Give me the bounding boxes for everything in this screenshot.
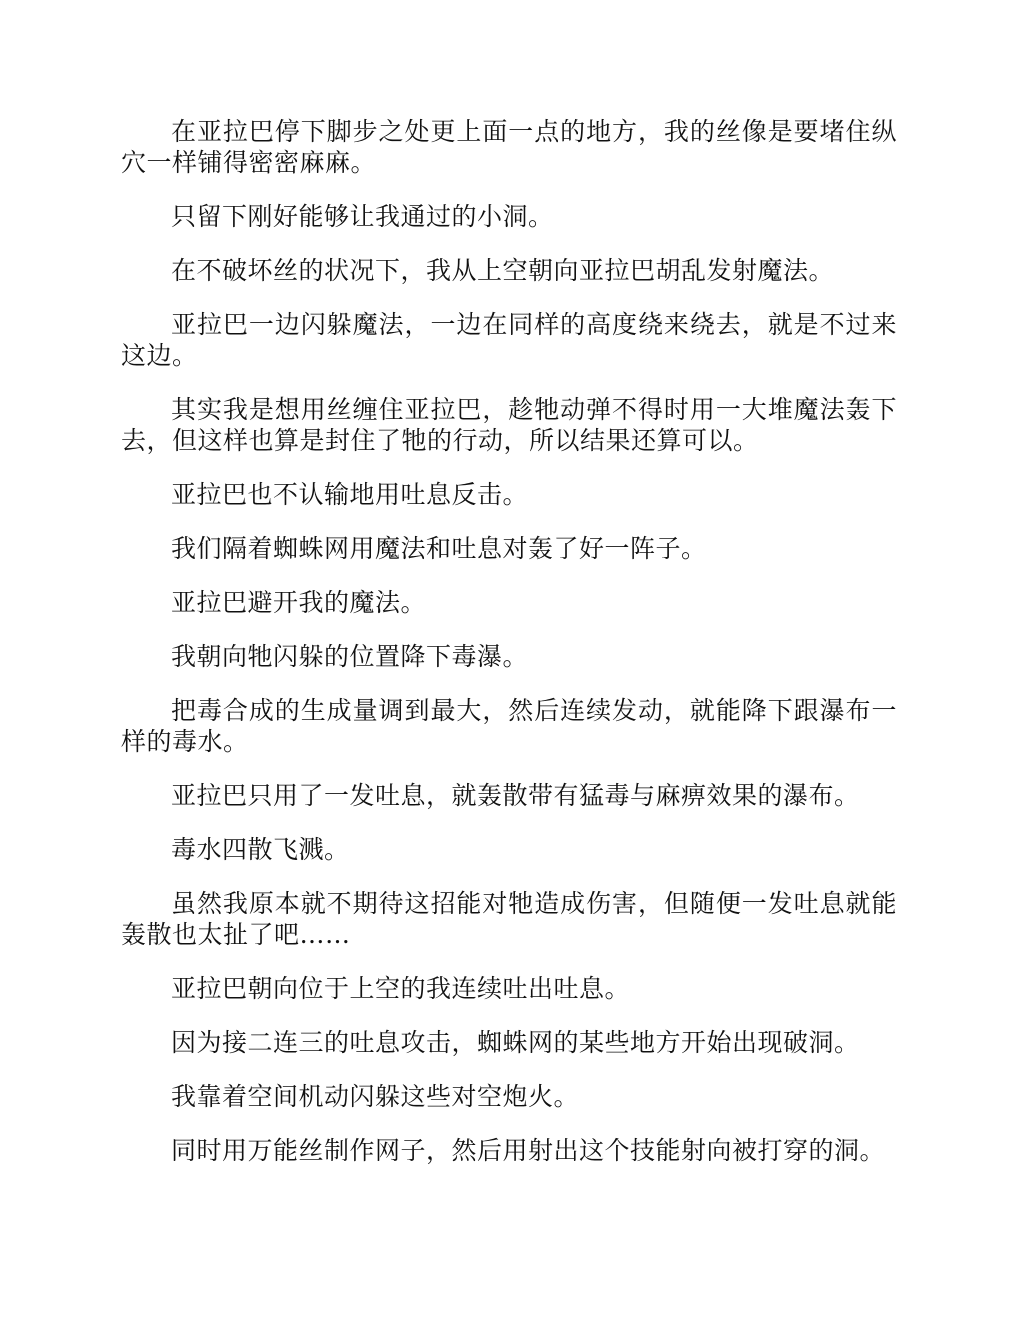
paragraph: 只留下刚好能够让我通过的小洞。 — [171, 202, 554, 231]
paragraph: 同时用万能丝制作网子，然后用射出这个技能射向被打穿的洞。 — [171, 1136, 886, 1165]
paragraph: 亚拉巴只用了一发吐息，就轰散带有猛毒与麻痹效果的瀑布。 — [171, 781, 860, 810]
paragraph: 在亚拉巴停下脚步之处更上面一点的地方，我的丝像是要堵住纵穴一样铺得密密麻麻。 — [121, 117, 897, 177]
paragraph: 把毒合成的生成量调到最大，然后连续发动，就能降下跟瀑布一样的毒水。 — [121, 696, 897, 756]
paragraph: 亚拉巴避开我的魔法。 — [171, 588, 427, 617]
paragraph: 亚拉巴一边闪躲魔法，一边在同样的高度绕来绕去，就是不过来这边。 — [121, 310, 897, 370]
paragraph: 虽然我原本就不期待这招能对牠造成伤害，但随便一发吐息就能轰散也太扯了吧…… — [121, 889, 897, 949]
paragraph: 我们隔着蜘蛛网用魔法和吐息对轰了好一阵子。 — [171, 534, 707, 563]
paragraph: 我朝向牠闪躲的位置降下毒瀑。 — [171, 642, 529, 671]
paragraph: 亚拉巴朝向位于上空的我连续吐出吐息。 — [171, 974, 631, 1003]
paragraph: 毒水四散飞溅。 — [171, 835, 350, 864]
paragraph: 其实我是想用丝缠住亚拉巴，趁牠动弹不得时用一大堆魔法轰下去，但这样也算是封住了牠的行动，所以结果还算可以。 — [121, 395, 897, 455]
paragraph: 因为接二连三的吐息攻击，蜘蛛网的某些地方开始出现破洞。 — [171, 1028, 860, 1057]
paragraph: 我靠着空间机动闪躲这些对空炮火。 — [171, 1082, 580, 1111]
paragraph: 在不破坏丝的状况下，我从上空朝向亚拉巴胡乱发射魔法。 — [171, 256, 835, 285]
paragraph: 亚拉巴也不认输地用吐息反击。 — [171, 480, 529, 509]
document-page — [121, 116, 897, 1189]
